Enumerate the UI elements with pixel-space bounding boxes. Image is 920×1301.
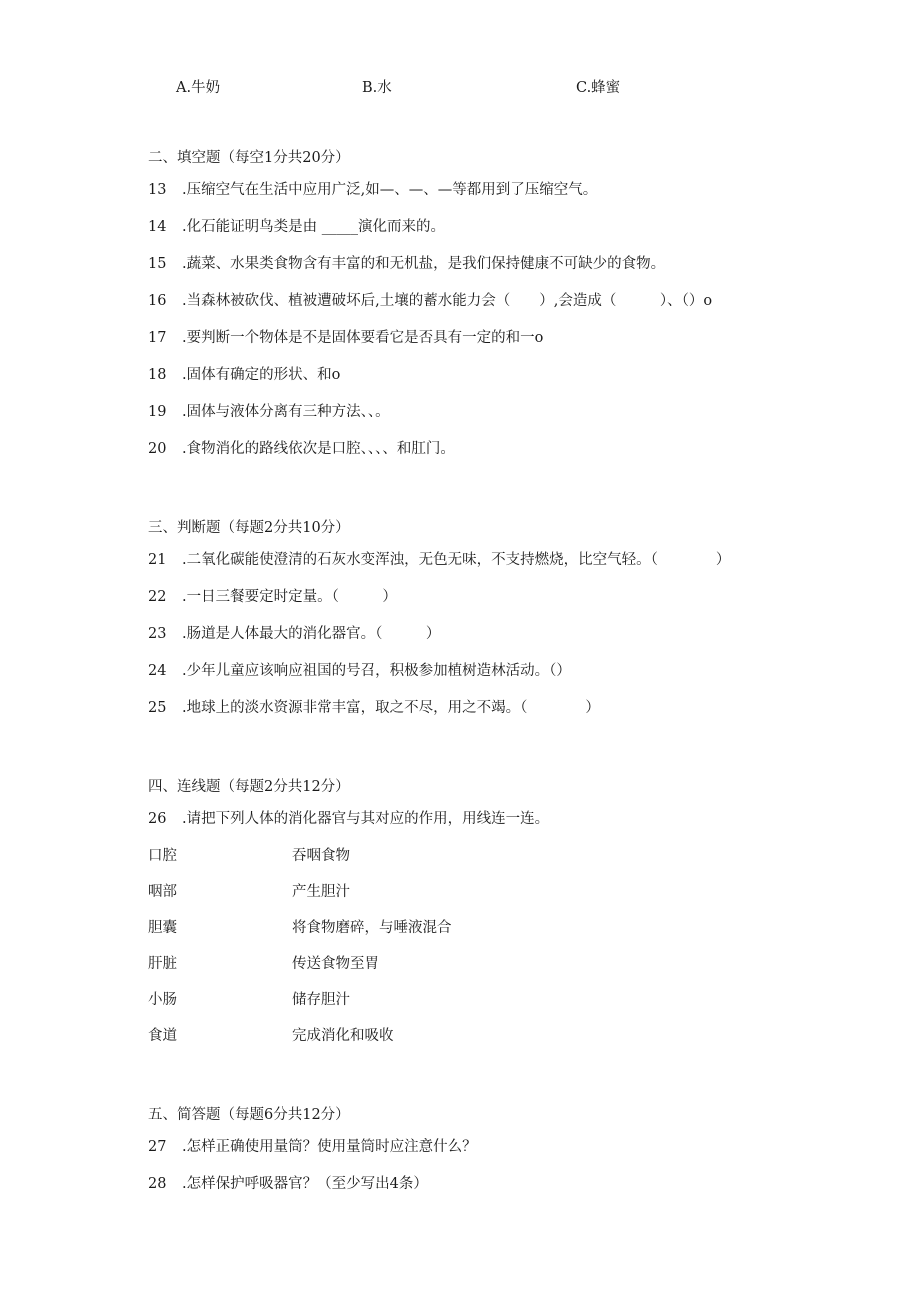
option-c: C.蜂蜜 [576, 80, 621, 96]
function-label: 产生胆汁 [292, 884, 350, 900]
question-number: 25 [148, 700, 167, 716]
question-text: .蔬菜、水果类食物含有丰富的和无机盐，是我们保持健康不可缺少的食物。 [182, 256, 666, 272]
function-label: 吞咽食物 [292, 848, 350, 864]
question-number: 28 [148, 1176, 167, 1192]
question-number: 13 [148, 182, 167, 198]
question-16 [148, 291, 712, 311]
function-label: 传送食物至胃 [292, 956, 379, 972]
question-text: .固体与液体分离有三种方法、、。 [182, 404, 390, 420]
question-text: .少年儿童应该响应祖国的号召，积极参加植树造林活动。（） [182, 663, 571, 679]
question-24 [148, 661, 571, 681]
function-label: 储存胆汁 [292, 992, 350, 1008]
option-b: B.水 [362, 80, 392, 96]
section-heading-matching: 四、连线题（每题2分共12分） [148, 779, 350, 795]
question-27 [148, 1137, 477, 1157]
question-22 [148, 587, 397, 607]
function-label: 将食物磨碎，与唾液混合 [292, 920, 452, 936]
organ-label: 胆囊 [148, 920, 177, 936]
organ-label: 咽部 [148, 884, 177, 900]
question-number: 19 [148, 404, 167, 420]
function-label: 完成消化和吸收 [292, 1028, 394, 1044]
question-number: 26 [148, 811, 167, 827]
organ-label: 小肠 [148, 992, 177, 1008]
question-text: .怎样保护呼吸器官？（至少写出4条） [182, 1176, 428, 1192]
question-19 [148, 402, 390, 422]
question-text: .固体有确定的形状、和o [182, 367, 341, 383]
question-text: .肠道是人体最大的消化器官。（ ） [182, 626, 441, 642]
question-text: .二氧化碳能使澄清的石灰水变浑浊，无色无味，不支持燃烧，比空气轻。（ ） [182, 552, 731, 568]
question-number: 14 [148, 219, 167, 235]
question-14 [148, 217, 445, 237]
section-heading-fill-blank: 二、填空题（每空1分共20分） [148, 150, 350, 166]
question-number: 23 [148, 626, 167, 642]
question-number: 22 [148, 589, 167, 605]
question-number: 17 [148, 330, 167, 346]
question-number: 16 [148, 293, 167, 309]
question-13 [148, 180, 597, 200]
question-number: 27 [148, 1139, 167, 1155]
question-number: 18 [148, 367, 167, 383]
question-20 [148, 439, 455, 459]
organ-label: 肝脏 [148, 956, 177, 972]
question-number: 21 [148, 552, 167, 568]
question-text: .一日三餐要定时定量。（ ） [182, 589, 397, 605]
question-25 [148, 698, 600, 718]
question-text: .食物消化的路线依次是口腔、、、、和肛门。 [182, 441, 455, 457]
option-a: A.牛奶 [176, 80, 221, 96]
section-heading-true-false: 三、判断题（每题2分共10分） [148, 520, 350, 536]
question-15 [148, 254, 665, 274]
question-21 [148, 550, 730, 570]
question-number: 20 [148, 441, 167, 457]
question-text: .要判断一个物体是不是固体要看它是否具有一定的和一o [182, 330, 544, 346]
question-text: .当森林被砍伐、植被遭破坏后,土壤的蓄水能力会（ ）,会造成（ ）、（）o [182, 293, 713, 309]
question-number: 15 [148, 256, 167, 272]
section-heading-short-answer: 五、简答题（每题6分共12分） [148, 1107, 350, 1123]
question-number: 24 [148, 663, 167, 679]
question-text: .怎样正确使用量筒？使用量筒时应注意什么？ [182, 1139, 477, 1155]
question-text: .化石能证明鸟类是由 _____演化而来的。 [182, 219, 445, 235]
question-text: .请把下列人体的消化器官与其对应的作用，用线连一连。 [182, 811, 550, 827]
question-18 [148, 365, 340, 385]
question-text: .压缩空气在生活中应用广泛,如—、—、—等都用到了压缩空气。 [182, 182, 598, 198]
organ-label: 食道 [148, 1028, 177, 1044]
question-17 [148, 328, 543, 348]
question-28 [148, 1174, 428, 1194]
question-26 [148, 809, 549, 829]
organ-label: 口腔 [148, 848, 177, 864]
question-23 [148, 624, 440, 644]
question-text: .地球上的淡水资源非常丰富，取之不尽，用之不竭。（ ） [182, 700, 600, 716]
